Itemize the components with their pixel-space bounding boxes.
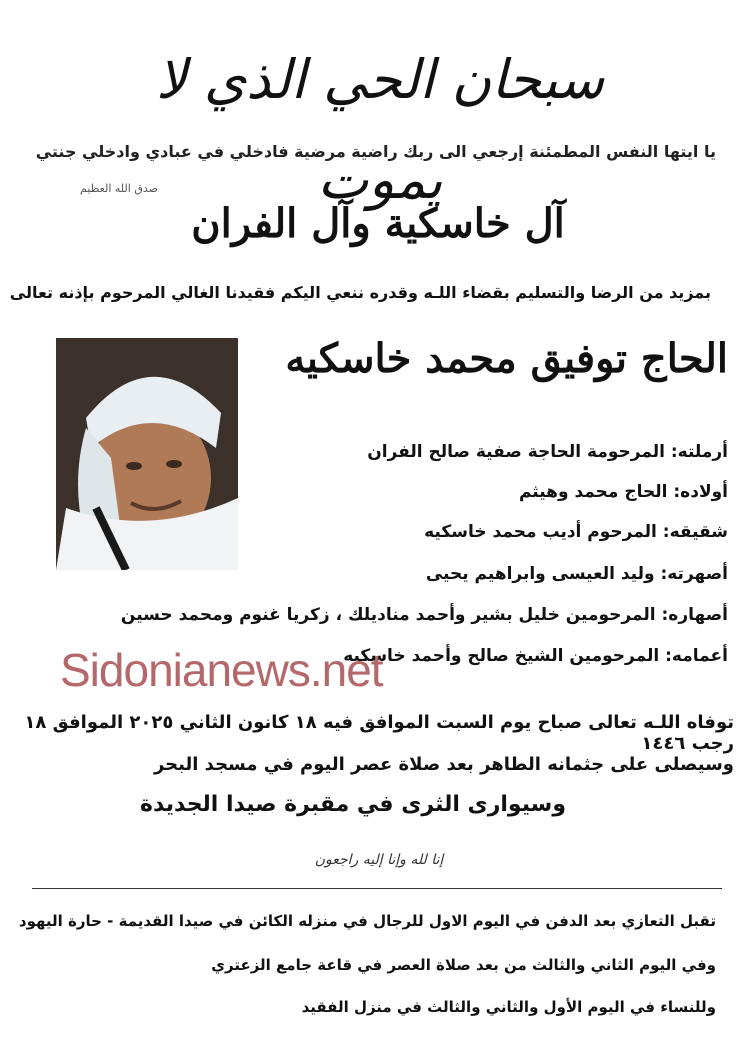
relative-sons: أولاده: الحاج محمد وهيثم: [518, 482, 728, 502]
relative-uncles: أعمامه: المرحومين الشيخ صالح وأحمد خاسكيه: [343, 646, 728, 666]
calligraphy-title: سبحان الحي الذي لا يموت: [155, 48, 605, 211]
announcement-intro: بمزيد من الرضا والتسليم بقضاء اللـه وقدره ننعي اليكم فقيدنا الغالي المرحوم بإذنه تعالى: [9, 283, 711, 302]
watermark: Sidonianews.net: [60, 644, 383, 696]
inna-lillah-calligraphy: إنا لله وإنا إليه راجعون: [314, 852, 444, 868]
condolence-line: وللنساء في اليوم الأول والثاني والثالث في منزل الفقيد: [301, 998, 716, 1016]
deceased-name: الحاج توفيق محمد خاسكيه: [285, 335, 728, 382]
deceased-photo: [56, 338, 238, 570]
quran-verse: يا ايتها النفس المطمئنة إرجعي الى ربك راضية مرضية فادخلي في عبادي وادخلي جنتي: [35, 142, 716, 161]
portrait-illustration: [56, 338, 238, 570]
relative-brothers-in-law: أصهرته: وليد العيسى وابراهيم يحيى: [425, 564, 728, 584]
relative-in-laws: أصهاره: المرحومين خليل بشير وأحمد مناديلك ، زكريا غنوم ومحمد حسين: [120, 605, 728, 625]
condolence-line: وفي اليوم الثاني والثالث من بعد صلاة العصر في قاعة جامع الزعتري: [211, 956, 716, 974]
verse-source: صدق الله العظيم: [80, 182, 158, 195]
divider: [32, 888, 722, 889]
condolence-line: تقبل التعازي بعد الدفن في اليوم الاول للرجال في منزله الكائن في صيدا القديمة - حارة اليهود: [18, 912, 716, 930]
relative-widow: أرملته: المرحومة الحاجة صفية صالح الفران: [367, 442, 728, 462]
family-names-heading: آل خاسكية وآل الفران: [191, 200, 565, 247]
burial-line: وسيوارى الثرى في مقبرة صيدا الجديدة: [140, 792, 566, 817]
funeral-prayer-line: وسيصلى على جثمانه الطاهر بعد صلاة عصر اليوم في مسجد البحر: [153, 754, 734, 775]
death-date-line: توفاه اللـه تعالى صباح يوم السبت الموافق فيه ١٨ كانون الثاني ٢٠٢٥ الموافق ١٨ رجب ١٤٤٦: [24, 712, 734, 754]
relative-brother: شقيقه: المرحوم أديب محمد خاسكيه: [424, 522, 728, 542]
